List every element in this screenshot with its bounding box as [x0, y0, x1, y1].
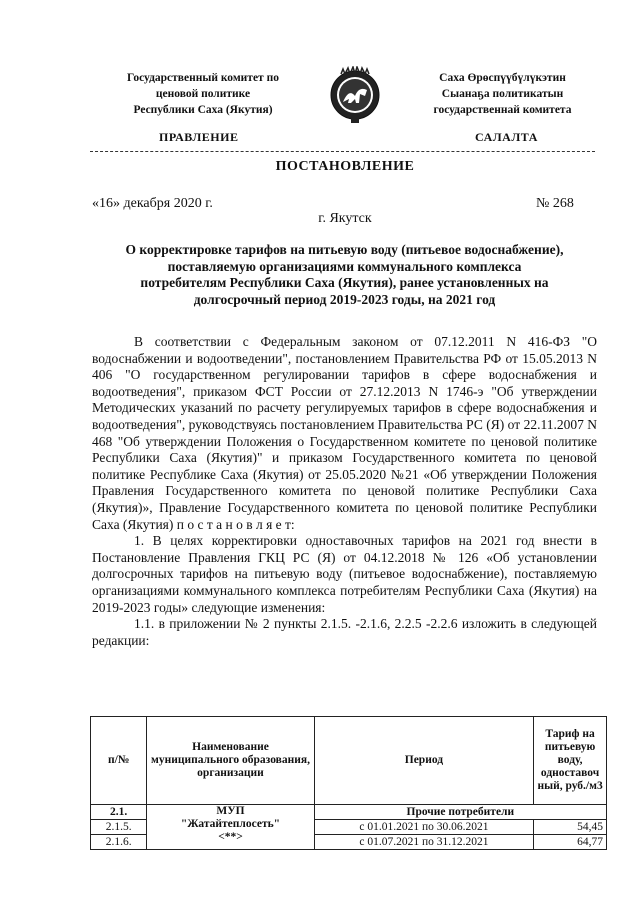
tariff-table	[90, 716, 607, 850]
document-subject	[92, 242, 597, 308]
row-num-cell: 2.1.6.	[91, 835, 147, 850]
header-org: Наименование муниципального образования, организации	[147, 717, 314, 805]
org-line: "Жатайтеплосеть"	[180, 818, 281, 830]
issuer-line: Государственный комитет по	[127, 72, 279, 84]
issuer-line: ценовой политике	[155, 88, 251, 100]
org-cell	[147, 805, 314, 850]
section-num-cell: 2.1.	[91, 805, 147, 820]
header-tariff: Тариф на питьевую воду, одноставоч ный, руб./м3	[534, 717, 607, 805]
clause-1-1-paragraph: 1.1. в приложении № 2 пункты 2.1.5. -2.1.6, 2.2.5 -2.2.6 изложить в следующей редакции:	[92, 616, 597, 648]
subject-line: потребителям Республики Саха (Якутия), ранее установленных на	[140, 275, 549, 290]
document-date: «16» декабря 2020 г.	[92, 196, 213, 211]
header-period: Период	[314, 717, 534, 805]
period-cell: с 01.01.2021 по 30.06.2021	[314, 820, 534, 835]
document-body	[92, 334, 597, 649]
issuer-line: Республики Саха (Якутия)	[133, 104, 273, 116]
board-label-sakha: САЛАЛТА	[475, 130, 538, 144]
document-city: г. Якутск	[318, 211, 372, 226]
issuer-name-sakha	[395, 70, 610, 118]
issuer-line: государственнай комитета	[433, 104, 572, 116]
org-line: МУП	[216, 805, 245, 817]
yakutia-coat-of-arms-icon	[329, 66, 381, 124]
issuer-line: Сыанаҕа политикатын	[441, 88, 564, 100]
subject-line: долгосрочный период 2019-2023 годы, на 2021 год	[193, 291, 496, 307]
board-label-ru: ПРАВЛЕНИЕ	[159, 130, 239, 144]
tariff-value-cell: 54,45	[534, 820, 607, 835]
document-type-title: ПОСТАНОВЛЕНИЕ	[275, 159, 415, 174]
subject-line: О корректировке тарифов на питьевую воду (питьевое водоснабжение),	[125, 242, 564, 257]
document-number: № 268	[536, 196, 574, 211]
preamble-paragraph: В соответствии с Федеральным законом от 07.12.2011 N 416-ФЗ "О водоснабжении и водоотведении", постановлением Правительства РФ от 15.05.2013 N 406 "О государственном регулировании тарифов в сфере водоснабжения и водоотведения", приказом ФСТ России от 27.12.2013 N 1746-э "Об утверждении Методических указаний по расчету регулируемых тарифов в сфере водоснабжения и водоотведения", руководствуясь постановлением Правительства РС (Я) от 22.11.2007 N 468 "Об утверждении Положения о Государственном комитете по ценовой политике Республики Саха (Якутия)" и приказом Государственного комитета по ценовой политике Республике Саха (Якутия) от 25.05.2020 №21 «Об утверждении Положения Правления Государственного комитета по ценовой политике Республики Саха (Якутия)», Правление Государственного комитета по ценовой политике Республики Саха (Якутия) п о с т а н о в л я е т:	[92, 334, 597, 532]
issuer-name-ru	[98, 70, 308, 118]
row-num-cell: 2.1.5.	[91, 820, 147, 835]
section-label-cell: Прочие потребители	[314, 805, 606, 820]
period-cell: с 01.07.2021 по 31.12.2021	[314, 835, 534, 850]
clause-1-paragraph: 1. В целях корректировки одноставочных тарифов на 2021 год внести в Постановление Правления ГКЦ РС (Я) от 04.12.2018 № 126 «Об установлении долгосрочных тарифов на питьевую воду (питьевое водоснабжение), поставляемую организациями коммунального комплекса потребителям Республики Саха (Якутия) на 2019-2023 годы» следующие изменения:	[92, 533, 597, 615]
header-divider	[90, 151, 595, 152]
issuer-line: Саха Өрөспүүбүлүкэтин	[439, 72, 566, 84]
tariff-value-cell: 64,77	[534, 835, 607, 850]
table-row	[91, 805, 607, 820]
org-line: <**>	[218, 831, 243, 843]
header-num: п/№	[91, 717, 147, 805]
table-header-row	[91, 717, 607, 805]
subject-line: поставляемую организациями коммунального комплекса	[167, 258, 522, 274]
